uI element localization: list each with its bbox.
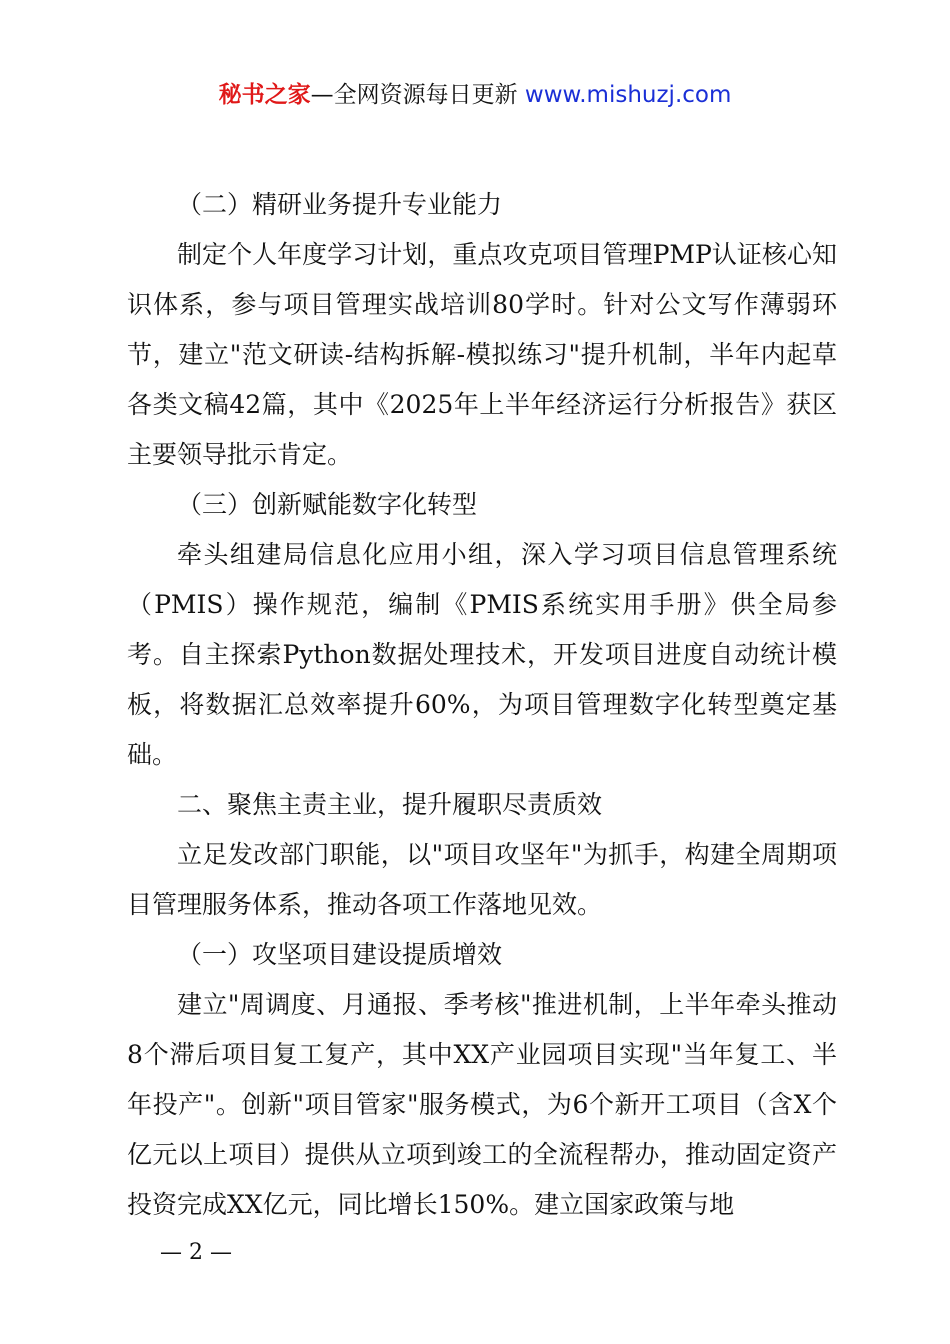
header-tagline: —全网资源每日更新 bbox=[310, 82, 525, 108]
page-number: — 2 — bbox=[160, 1240, 232, 1265]
subheading-3: （三）创新赋能数字化转型 bbox=[177, 490, 478, 519]
document-body bbox=[127, 180, 837, 1230]
subheading-2-1: （一）攻坚项目建设提质增效 bbox=[177, 940, 503, 969]
section-heading-2: 二、聚焦主责主业，提升履职尽责质效 bbox=[177, 790, 603, 819]
site-header bbox=[0, 80, 950, 110]
site-url-link[interactable]: www.mishuzj.com bbox=[524, 82, 732, 108]
paragraph-3: 牵头组建局信息化应用小组，深入学习项目信息管理系统（PMIS）操作规范，编制《PMIS系统实用手册》供全局参考。自主探索Python数据处理技术，开发项目进度自动统计模板，将数据汇总效率提升60%，为项目管理数字化转型奠定基础。 bbox=[127, 540, 837, 769]
subheading-2: （二）精研业务提升专业能力 bbox=[177, 190, 503, 219]
paragraph-2-1: 建立"周调度、月通报、季考核"推进机制，上半年牵头推动8个滞后项目复工复产，其中XX产业园项目实现"当年复工、半年投产"。创新"项目管家"服务模式，为6个新开工项目（含X个亿元以上项目）提供从立项到竣工的全流程帮办，推动固定资产投资完成XX亿元，同比增长150%。建立国家政策与地 bbox=[127, 990, 837, 1219]
paragraph-2: 制定个人年度学习计划，重点攻克项目管理PMP认证核心知识体系，参与项目管理实战培训80学时。针对公文写作薄弱环节，建立"范文研读-结构拆解-模拟练习"提升机制，半年内起草各类文稿42篇，其中《2025年上半年经济运行分析报告》获区主要领导批示肯定。 bbox=[127, 240, 837, 469]
section-2-intro: 立足发改部门职能，以"项目攻坚年"为抓手，构建全周期项目管理服务体系，推动各项工作落地见效。 bbox=[127, 840, 837, 919]
brand-name: 秘书之家 bbox=[218, 82, 311, 108]
